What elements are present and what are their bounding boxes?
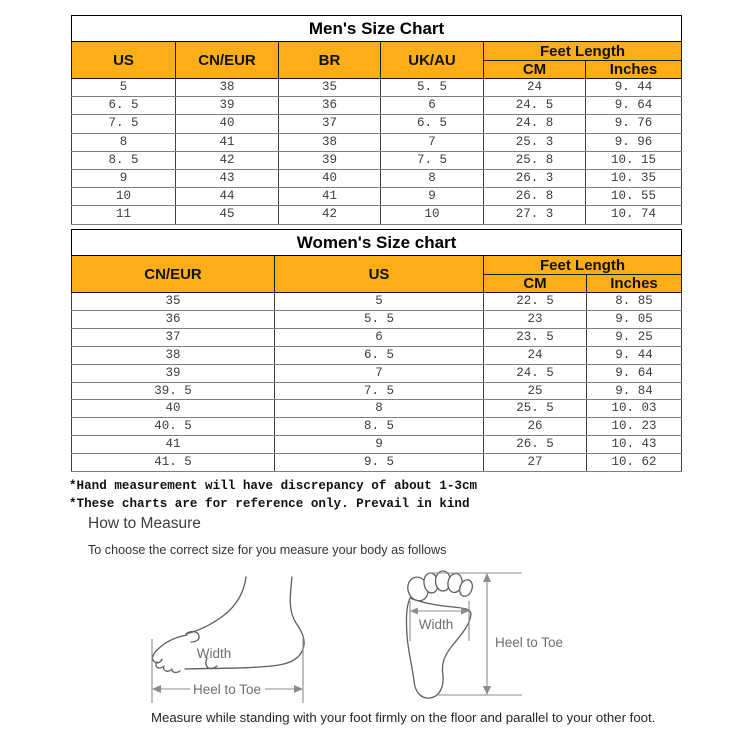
mens-size-cell: 35: [279, 79, 381, 97]
mens-size-cell: 7. 5: [72, 115, 176, 133]
mens-size-cell: 37: [279, 115, 381, 133]
mens-size-cell: 42: [279, 206, 381, 224]
mens-size-cell: 11: [72, 206, 176, 224]
womens-size-cell: 6. 5: [275, 346, 484, 364]
mens-size-cell: 38: [176, 79, 279, 97]
womens-size-cell: 9. 64: [587, 364, 682, 382]
womens-size-cell: 27: [484, 454, 587, 472]
mens-size-row: [72, 97, 682, 115]
womens-header-row: [72, 256, 682, 275]
mens-size-cell: 8: [72, 133, 176, 151]
mens-size-row: [72, 206, 682, 224]
womens-col-inches: Inches: [587, 275, 682, 293]
mens-col-cm: CM: [484, 61, 586, 79]
foot-side-toe-creases: [156, 662, 180, 672]
mens-size-cell: 10: [72, 188, 176, 206]
mens-size-cell: 9. 64: [586, 97, 682, 115]
mens-size-cell: 26. 8: [484, 188, 586, 206]
side-heel-to-toe-label: Heel to Toe: [192, 682, 262, 697]
mens-col-cn-eur: CN/EUR: [176, 42, 279, 79]
womens-size-cell: 10. 23: [587, 418, 682, 436]
womens-size-cell: 9. 5: [275, 454, 484, 472]
womens-size-cell: 9. 05: [587, 310, 682, 328]
measure-footer-instruction: Measure while standing with your foot firmly on the floor and parallel to your other foot.: [151, 710, 656, 725]
how-to-measure-subtitle: To choose the correct size for you measure your body as follows: [88, 543, 447, 557]
womens-size-cell: 23: [484, 310, 587, 328]
foot-side-big-toe: [153, 635, 187, 663]
womens-chart-title: Women's Size chart: [72, 230, 682, 256]
mens-size-cell: 10. 35: [586, 170, 682, 188]
mens-size-cell: 6. 5: [72, 97, 176, 115]
womens-size-cell: 41: [72, 436, 275, 454]
mens-size-cell: 25. 8: [484, 151, 586, 169]
mens-size-cell: 7: [381, 133, 484, 151]
sole-arrow-down-icon: [483, 686, 491, 695]
side-width-label: Width: [196, 646, 232, 661]
mens-size-cell: 41: [176, 133, 279, 151]
mens-size-cell: 10: [381, 206, 484, 224]
mens-size-cell: 43: [176, 170, 279, 188]
womens-size-cell: 26: [484, 418, 587, 436]
womens-size-row: [72, 382, 682, 400]
mens-size-cell: 9: [72, 170, 176, 188]
womens-size-cell: 7. 5: [275, 382, 484, 400]
mens-size-cell: 24. 8: [484, 115, 586, 133]
womens-size-cell: 25. 5: [484, 400, 587, 418]
womens-size-cell: 8. 85: [587, 293, 682, 311]
mens-size-cell: 7. 5: [381, 151, 484, 169]
mens-size-cell: 39: [279, 151, 381, 169]
mens-size-cell: 9. 76: [586, 115, 682, 133]
foot-side-knuckle: [186, 632, 199, 642]
womens-col-cn-eur: CN/EUR: [72, 256, 275, 293]
womens-size-cell: 26. 5: [484, 436, 587, 454]
womens-size-cell: 8: [275, 400, 484, 418]
mens-size-cell: 42: [176, 151, 279, 169]
mens-col-br: BR: [279, 42, 381, 79]
mens-size-cell: 25. 3: [484, 133, 586, 151]
side-arrow-left-icon: [152, 685, 161, 693]
mens-size-row: [72, 188, 682, 206]
mens-size-cell: 41: [279, 188, 381, 206]
disclaimer-notes: [69, 477, 477, 513]
mens-col-us: US: [72, 42, 176, 79]
mens-size-cell: 10. 15: [586, 151, 682, 169]
womens-size-row: [72, 310, 682, 328]
mens-size-cell: 27. 3: [484, 206, 586, 224]
womens-size-row: [72, 454, 682, 472]
womens-size-row: [72, 400, 682, 418]
mens-size-row: [72, 115, 682, 133]
womens-size-cell: 10. 62: [587, 454, 682, 472]
mens-size-cell: 5: [72, 79, 176, 97]
mens-title-row: [72, 16, 682, 42]
mens-size-row: [72, 170, 682, 188]
mens-size-cell: 9. 44: [586, 79, 682, 97]
mens-col-feet-length: Feet Length: [484, 42, 682, 61]
womens-size-cell: 40. 5: [72, 418, 275, 436]
womens-size-row: [72, 328, 682, 346]
mens-size-cell: 6. 5: [381, 115, 484, 133]
measurement-diagram: [140, 563, 580, 715]
note-reference: *These charts are for reference only. Prevail in kind: [69, 497, 470, 511]
womens-size-cell: 10. 43: [587, 436, 682, 454]
womens-size-cell: 40: [72, 400, 275, 418]
womens-size-cell: 24. 5: [484, 364, 587, 382]
foot-sole-view-diagram: [405, 571, 563, 698]
mens-size-cell: 44: [176, 188, 279, 206]
mens-size-row: [72, 133, 682, 151]
womens-size-row: [72, 364, 682, 382]
womens-size-cell: 23. 5: [484, 328, 587, 346]
womens-title-row: [72, 230, 682, 256]
mens-col-uk-au: UK/AU: [381, 42, 484, 79]
womens-size-cell: 39: [72, 364, 275, 382]
mens-size-cell: 38: [279, 133, 381, 151]
mens-size-cell: 9. 96: [586, 133, 682, 151]
womens-size-cell: 9. 44: [587, 346, 682, 364]
mens-size-cell: 40: [176, 115, 279, 133]
womens-size-cell: 5. 5: [275, 310, 484, 328]
womens-size-cell: 38: [72, 346, 275, 364]
mens-size-cell: 39: [176, 97, 279, 115]
womens-size-row: [72, 418, 682, 436]
womens-col-cm: CM: [484, 275, 587, 293]
mens-size-cell: 24: [484, 79, 586, 97]
womens-size-cell: 8. 5: [275, 418, 484, 436]
mens-size-cell: 10. 74: [586, 206, 682, 224]
mens-size-cell: 8. 5: [72, 151, 176, 169]
foot-side-instep: [186, 577, 246, 634]
sole-arrow-up-icon: [483, 573, 491, 582]
sole-heel-to-toe-label: Heel to Toe: [495, 635, 564, 650]
womens-size-row: [72, 293, 682, 311]
womens-size-cell: 24: [484, 346, 587, 364]
womens-size-cell: 35: [72, 293, 275, 311]
womens-size-row: [72, 346, 682, 364]
mens-size-row: [72, 151, 682, 169]
mens-size-cell: 36: [279, 97, 381, 115]
womens-size-cell: 37: [72, 328, 275, 346]
mens-size-cell: 8: [381, 170, 484, 188]
foot-side-view-diagram: [152, 577, 304, 703]
mens-col-inches: Inches: [586, 61, 682, 79]
sole-width-label: Width: [418, 617, 454, 632]
mens-chart-title: Men's Size Chart: [72, 16, 682, 42]
mens-size-cell: 26. 3: [484, 170, 586, 188]
mens-size-chart-table: [71, 15, 682, 225]
mens-size-cell: 10. 55: [586, 188, 682, 206]
how-to-measure-heading: How to Measure: [88, 515, 201, 532]
womens-size-row: [72, 436, 682, 454]
womens-size-cell: 7: [275, 364, 484, 382]
mens-size-cell: 40: [279, 170, 381, 188]
womens-col-feet-length: Feet Length: [484, 256, 682, 275]
mens-size-cell: 24. 5: [484, 97, 586, 115]
mens-size-cell: 6: [381, 97, 484, 115]
womens-size-cell: 9. 25: [587, 328, 682, 346]
womens-size-cell: 22. 5: [484, 293, 587, 311]
mens-size-row: [72, 79, 682, 97]
womens-size-cell: 41. 5: [72, 454, 275, 472]
womens-size-cell: 6: [275, 328, 484, 346]
womens-size-cell: 25: [484, 382, 587, 400]
womens-size-cell: 5: [275, 293, 484, 311]
mens-size-cell: 45: [176, 206, 279, 224]
mens-size-cell: 5. 5: [381, 79, 484, 97]
womens-size-cell: 9: [275, 436, 484, 454]
womens-size-cell: 39. 5: [72, 382, 275, 400]
womens-col-us: US: [275, 256, 484, 293]
side-arrow-right-icon: [294, 685, 303, 693]
mens-size-cell: 9: [381, 188, 484, 206]
womens-size-cell: 36: [72, 310, 275, 328]
womens-size-chart-table: [71, 229, 682, 472]
womens-size-cell: 10. 03: [587, 400, 682, 418]
note-discrepancy: *Hand measurement will have discrepancy of about 1-3cm: [69, 479, 478, 493]
mens-header-row: [72, 42, 682, 61]
womens-size-cell: 9. 84: [587, 382, 682, 400]
